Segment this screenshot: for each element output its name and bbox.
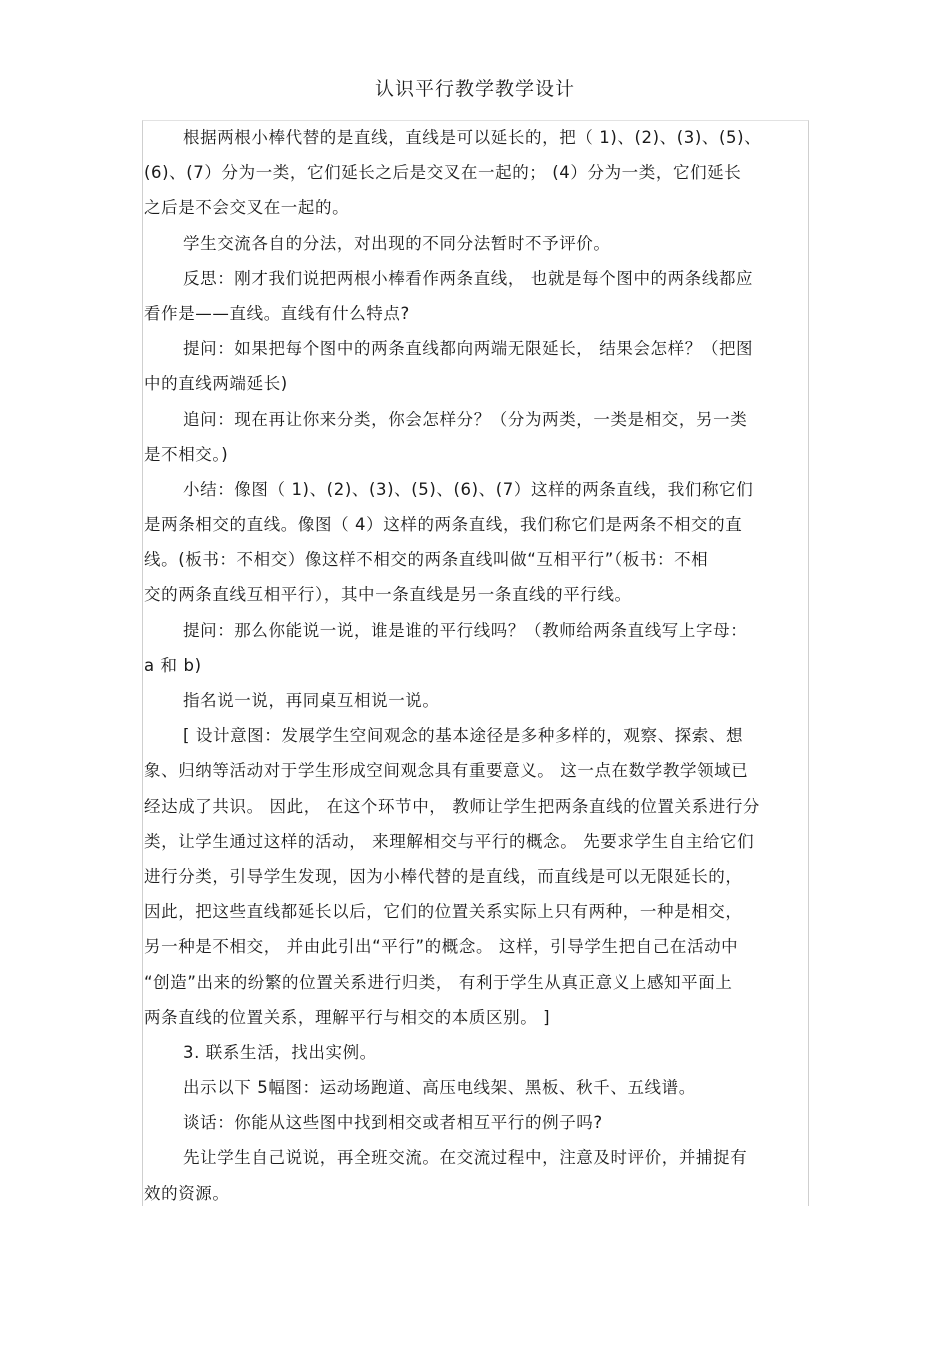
text-line: 中的直线两端延长) — [144, 374, 288, 394]
text-line: 之后是不会交叉在一起的。 — [144, 198, 350, 218]
text-line: 先让学生自己说说，再全班交流。在交流过程中，注意及时评价，并捕捉有 — [183, 1148, 748, 1168]
text-line: 另一种是不相交， 并由此引出“平行”的概念。 这样，引导学生把自己在活动中 — [144, 937, 739, 957]
text-line: “创造”出来的纷繁的位置关系进行归类， 有利于学生从真正意义上感知平面上 — [144, 972, 733, 992]
text-line: 是两条相交的直线。像图（ 4）这样的两条直线，我们称它们是两条不相交的直 — [144, 515, 743, 535]
text-line: 象、归纳等活动对于学生形成空间观念具有重要意义。 这一点在数学教学领域已 — [144, 761, 749, 781]
text-line: 提问：那么你能说一说，谁是谁的平行线吗？（教师给两条直线写上字母： — [183, 620, 748, 640]
text-line: 提问：如果把每个图中的两条直线都向两端无限延长， 结果会怎样？（把图 — [183, 339, 754, 359]
text-line: 进行分类，引导学生发现，因为小棒代替的是直线，而直线是可以无限延长的， — [144, 866, 743, 886]
text-line: 谈话：你能从这些图中找到相交或者相互平行的例子吗? — [183, 1113, 603, 1133]
page-title: 认识平行教学教学设计 — [374, 78, 575, 100]
text-line: 根据两根小棒代替的是直线，直线是可以延长的，把（ 1)、(2)、(3)、(5)、 — [183, 128, 762, 147]
text-line: 追问：现在再让你来分类，你会怎样分？（分为两类，一类是相交，另一类 — [183, 409, 748, 429]
text-line: 交的两条直线互相平行），其中一条直线是另一条直线的平行线。 — [144, 585, 632, 605]
text-line: 类，让学生通过这样的活动， 来理解相交与平行的概念。 先要求学生自主给它们 — [144, 831, 755, 851]
text-line: 因此，把这些直线都延长以后，它们的位置关系实际上只有两种，一种是相交， — [144, 902, 743, 922]
text-line: 两条直线的位置关系，理解平行与相交的本质区别。 ] — [144, 1007, 551, 1027]
text-line: 指名说一说，再同桌互相说一说。 — [183, 691, 440, 710]
text-line: 出示以下 5幅图：运动场跑道、高压电线架、黑板、秋千、五线谱。 — [183, 1078, 696, 1098]
text-line: [ 设计意图：发展学生空间观念的基本途径是多种多样的，观察、探索、想 — [183, 726, 744, 746]
text-line: 是不相交。) — [144, 444, 229, 464]
text-line: (6)、(7）分为一类，它们延长之后是交叉在一起的； (4）分为一类，它们延长 — [144, 163, 742, 183]
text-line: 小结：像图（ 1)、(2)、(3)、(5)、(6)、(7）这样的两条直线，我们称它们 — [183, 479, 754, 499]
text-line: 效的资源。 — [144, 1183, 230, 1203]
text-line: 线。(板书：不相交）像这样不相交的两条直线叫做“互相平行”（板书：不相 — [144, 550, 709, 570]
text-line: 经达成了共识。 因此， 在这个环节中， 教师让学生把两条直线的位置关系进行分 — [144, 796, 761, 816]
text-line: 学生交流各自的分法，对出现的不同分法暂时不予评价。 — [183, 233, 611, 253]
text-line: 3. 联系生活，找出实例。 — [183, 1042, 377, 1062]
text-line: a 和 b) — [144, 655, 202, 675]
text-line: 看作是——直线。直线有什么特点? — [144, 303, 410, 323]
lesson-body — [144, 120, 809, 1211]
text-line: 反思：刚才我们说把两根小棒看作两条直线， 也就是每个图中的两条线都应 — [183, 268, 754, 288]
